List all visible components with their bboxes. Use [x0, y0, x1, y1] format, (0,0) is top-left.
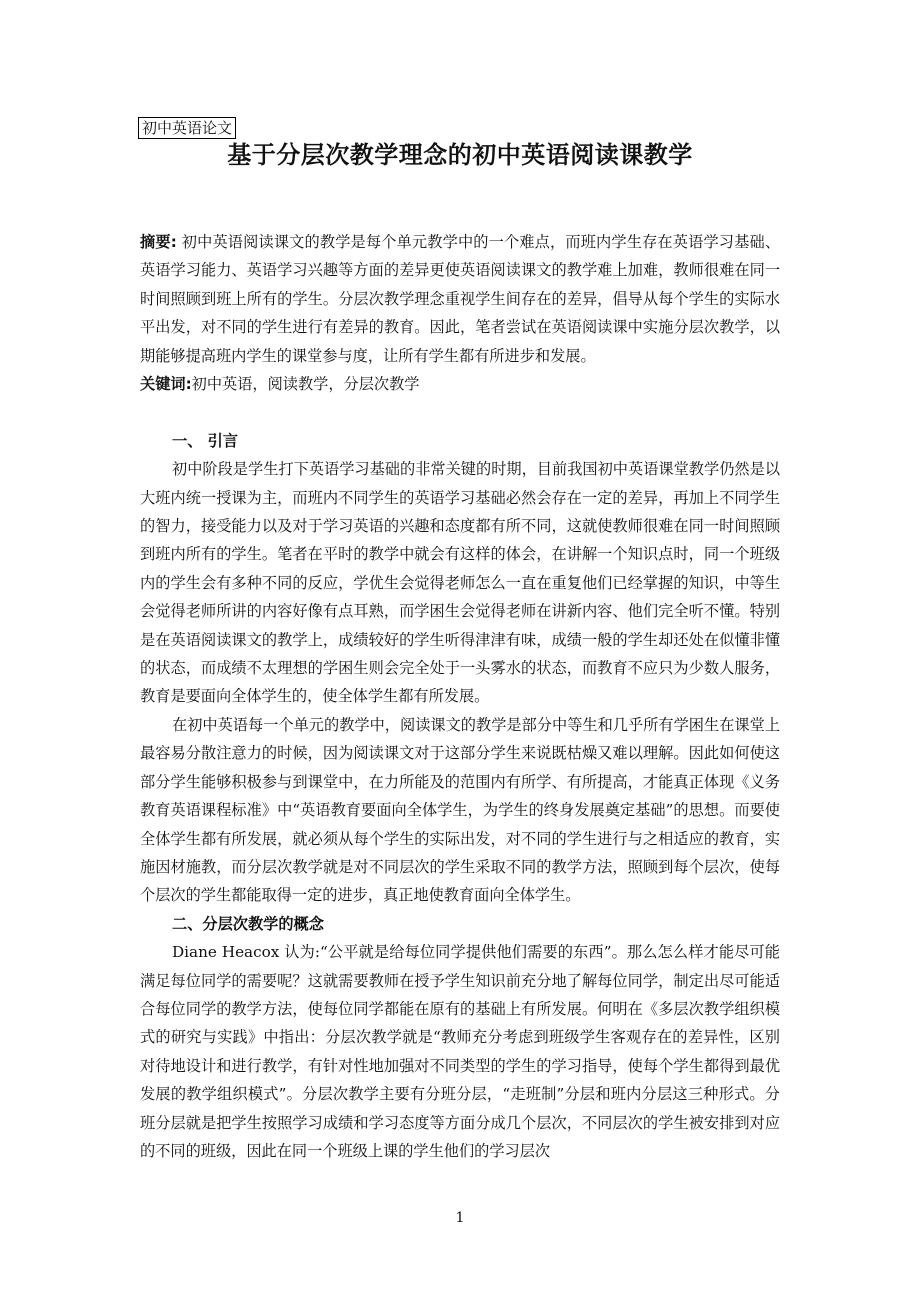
section-heading-concept: 二、分层次教学的概念: [172, 914, 324, 933]
page-title: 基于分层次教学理念的初中英语阅读课教学: [227, 141, 693, 169]
keywords-text: 初中英语，阅读教学，分层次教学: [191, 375, 420, 394]
section1-paragraph: 初中阶段是学生打下英语学习基础的非常关键的时期，目前我国初中英语课堂教学仍然是以大班内统一授课为主，而班内不同学生的英语学习基础必然会存在一定的差异，再加上不同学生的智力，接受能力以及对于学习英语的兴趣和态度都有所不同，这就使教师很难在同一时间照顾到班内所有的学生。笔者在平时的教学中就会有这样的体会，在讲解一个知识点时，同一个班级内的学生会有多种不同的反应，学优生会觉得老师怎么一直在重复他们已经掌握的知识，中等生会觉得老师所讲的内容好像有点耳熟，而学困生会觉得老师在讲新内容、他们完全听不懂。特别是在英语阅读课文的教学上，成绩较好的学生听得津津有味，成绩一般的学生却还处在似懂非懂的状态，而成绩不太理想的学困生则会完全处于一头雾水的状态，而教育不应只为少数人服务，教育是要面向全体学生的，使全体学生都有所发展。: [140, 460, 780, 706]
keywords-label: 关键词:: [140, 375, 192, 394]
section-heading-introduction: 一、 引言: [172, 431, 239, 450]
document-body: [140, 228, 780, 1165]
spacer: [140, 398, 780, 426]
keywords-line: [140, 370, 780, 398]
abstract-paragraph: [140, 228, 780, 370]
section1-paragraph: 在初中英语每一个单元的教学中，阅读课文的教学是部分中等生和几乎所有学困生在课堂上最容易分散注意力的时候，因为阅读课文对于这部分学生来说既枯燥又难以理解。因此如何使这部分学生能够积极参与到课堂中，在力所能及的范围内有所学、有所提高，才能真正体现《义务教育英语课程标准》中“英语教育要面向全体学生，为学生的终身发展奠定基础”的思想。而要使全体学生都有所发展，就必须从每个学生的实际出发，对不同的学生进行与之相适应的教育，实施因材施教，而分层次教学就是对不同层次的学生采取不同的教学方法，照顾到每个层次，使每个层次的学生都能取得一定的进步，真正地使教育面向全体学生。: [140, 715, 780, 905]
abstract-label: 摘要:: [140, 233, 177, 251]
page-number: 1: [455, 1210, 465, 1226]
document-category-tag: 初中英语论文: [138, 117, 236, 139]
abstract-text: 初中英语阅读课文的教学是每个单元教学中的一个难点，而班内学生存在英语学习基础、英语学习能力、英语学习兴趣等方面的差异更使英语阅读课文的教学难上加难，教师很难在同一时间照顾到班上所有的学生。分层次教学理念重视学生间存在的差异，倡导从每个学生的实际水平出发，对不同的学生进行有差异的教育。因此，笔者尝试在英语阅读课中实施分层次教学，以期能够提高班内学生的课堂参与度，让所有学生都有所进步和发展。: [140, 233, 780, 365]
section2-paragraph: Diane Heacox 认为:“公平就是给每位同学提供他们需要的东西”。那么怎么样才能尽可能满足每位同学的需要呢？这就需要教师在授予学生知识前充分地了解每位同学，制定出尽可能适合每位同学的教学方法，使每位同学都能在原有的基础上有所发展。何明在《多层次教学组织模式的研究与实践》中指出：分层次教学就是“教师充分考虑到班级学生客观存在的差异性，区别对待地设计和进行教学，有针对性地加强对不同类型的学生的学习指导，使每个学生都得到最优发展的教学组织模式”。分层次教学主要有分班分层，“走班制”分层和班内分层这三种形式。分班分层就是把学生按照学习成绩和学习态度等方面分成几个层次，不同层次的学生被安排到对应的不同的班级，因此在同一个班级上课的学生他们的学习层次: [140, 943, 780, 1160]
